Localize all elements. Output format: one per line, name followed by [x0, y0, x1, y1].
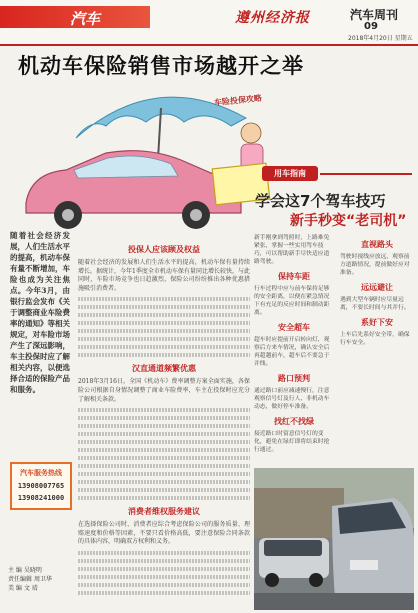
weekly-issue: 09 — [364, 21, 378, 32]
mid-paragraph-2: 2018年3月16日，全国《机动车》费率调整方案全面实施，各保险公司根据自身情况调整了商业车险费率，车主在投保时应充分了解相关条款。 — [78, 378, 250, 403]
paper-logo: 遵州经济报 — [235, 10, 310, 26]
weekly-title: 汽车周刊 — [350, 8, 399, 22]
tip-text-3: 通过路口前应减速慢行，注意观察信号灯及行人、非机动车动态，做好停车准备。 — [254, 388, 330, 410]
left-paragraph: 随着社会经济发展，人们生活水平的提高，机动车保有量不断增加，车险也成为关注焦点。今年3月，由银行监会发布《关于调整商业车险费率的通知》等相关规定，对车险市场产生了深远影响，车主投保时应了解相关内容，以便选择合适的保险产品和服务。 — [10, 231, 70, 394]
tip-title-4: 找红不找绿 — [274, 417, 314, 426]
tip-text-1: 行车过程中应与前车保持足够的安全距离，以便在紧急情况下有充足的反应时间和制动距离。 — [254, 286, 330, 316]
tip-title-2: 安全超车 — [278, 323, 310, 332]
right-subcol-2 — [340, 234, 414, 454]
tip-text-6: 遇到大型车辆时应尽量远离，不要长时间与其并行。 — [340, 297, 410, 311]
mid-subhead-1: 投保人应该顾及权益 — [128, 245, 200, 254]
tips-intro: 新手刚拿到驾照时，上路难免紧张，掌握一些实用驾车技巧，可以帮助新手尽快适应道路驾驶。 — [254, 235, 330, 265]
mid-paragraph-3: 在选择保险公司时，消费者应综合考虑保险公司的服务质量、理赔速度和价格等因素，不要只看价格高低，要注意保险合同条款的具体内容，明确双方权利和义务。 — [78, 521, 250, 546]
ad-phone-2: 13908241000 — [17, 494, 65, 502]
header-divider — [0, 44, 418, 46]
street-photo — [254, 468, 414, 610]
article-subtitle: 新手秒变“老司机” — [290, 213, 407, 229]
duty-editor-line: 责任编辑 周卫华 — [8, 576, 52, 583]
page-headline: 机动车保险销售市场越开之举 — [18, 54, 304, 78]
mid-subhead-3: 消费者维权服务建议 — [128, 507, 200, 517]
tip-title-5: 直视路头 — [361, 240, 393, 249]
guide-divider — [320, 173, 412, 175]
left-column — [10, 230, 70, 395]
mid-subhead-2: 汉直通道频繁优惠 — [132, 364, 196, 374]
tip-text-5: 驾驶时视线应放远，观察前方道路情况，提前做好应对准备。 — [340, 254, 410, 276]
guide-banner-label: 用车指南 — [274, 169, 306, 178]
issue-date: 2018年4月20日 星期五 — [348, 35, 413, 42]
right-column — [254, 234, 414, 454]
tip-text-4: 接近路口时留意信号灯的变化，避免在绿灯即将结束时抢行通过。 — [254, 431, 330, 453]
editor-line: 主 编 吴晓明 — [8, 567, 42, 574]
building-shape — [254, 488, 344, 538]
sign-text: 车险投保攻略 — [213, 93, 263, 108]
driver-figure — [241, 123, 261, 143]
service-ad-box — [10, 462, 72, 510]
tip-title-1: 保持车距 — [278, 272, 310, 281]
article-title: 学会这7个驾车技巧 — [255, 192, 386, 210]
tip-title-7: 系好下安 — [361, 318, 393, 327]
tip-title-3: 路口预判 — [278, 374, 310, 383]
right-subcol-1 — [254, 234, 334, 454]
tip-text-7: 上车后先系好安全带，确保行车安全。 — [340, 332, 410, 346]
design-editor-line: 美 编 文 靖 — [8, 585, 38, 592]
editor-credits — [8, 566, 68, 593]
mid-paragraph-1: 随着社会经济的发展和人们生活水平的提高，机动车保有量持续增长。据统计，今年1季度全市机动车保有量同比增长较快，与此同时，车险市场竞争也日趋激烈，保险公司纷纷推出各种优惠措施吸引消费者。 — [78, 259, 250, 292]
license-plate — [350, 560, 378, 570]
middle-column — [78, 238, 250, 599]
section-label: 汽车 — [70, 10, 101, 28]
tip-text-2: 超车时应提前开启转向灯，观察后方来车情况，确认安全后再超越前车，超车后不要急于并线。 — [254, 337, 330, 367]
tip-title-6: 远远避让 — [361, 283, 393, 292]
ad-phone-1: 13908007765 — [17, 482, 65, 490]
ad-title: 汽车服务热线 — [20, 469, 62, 477]
